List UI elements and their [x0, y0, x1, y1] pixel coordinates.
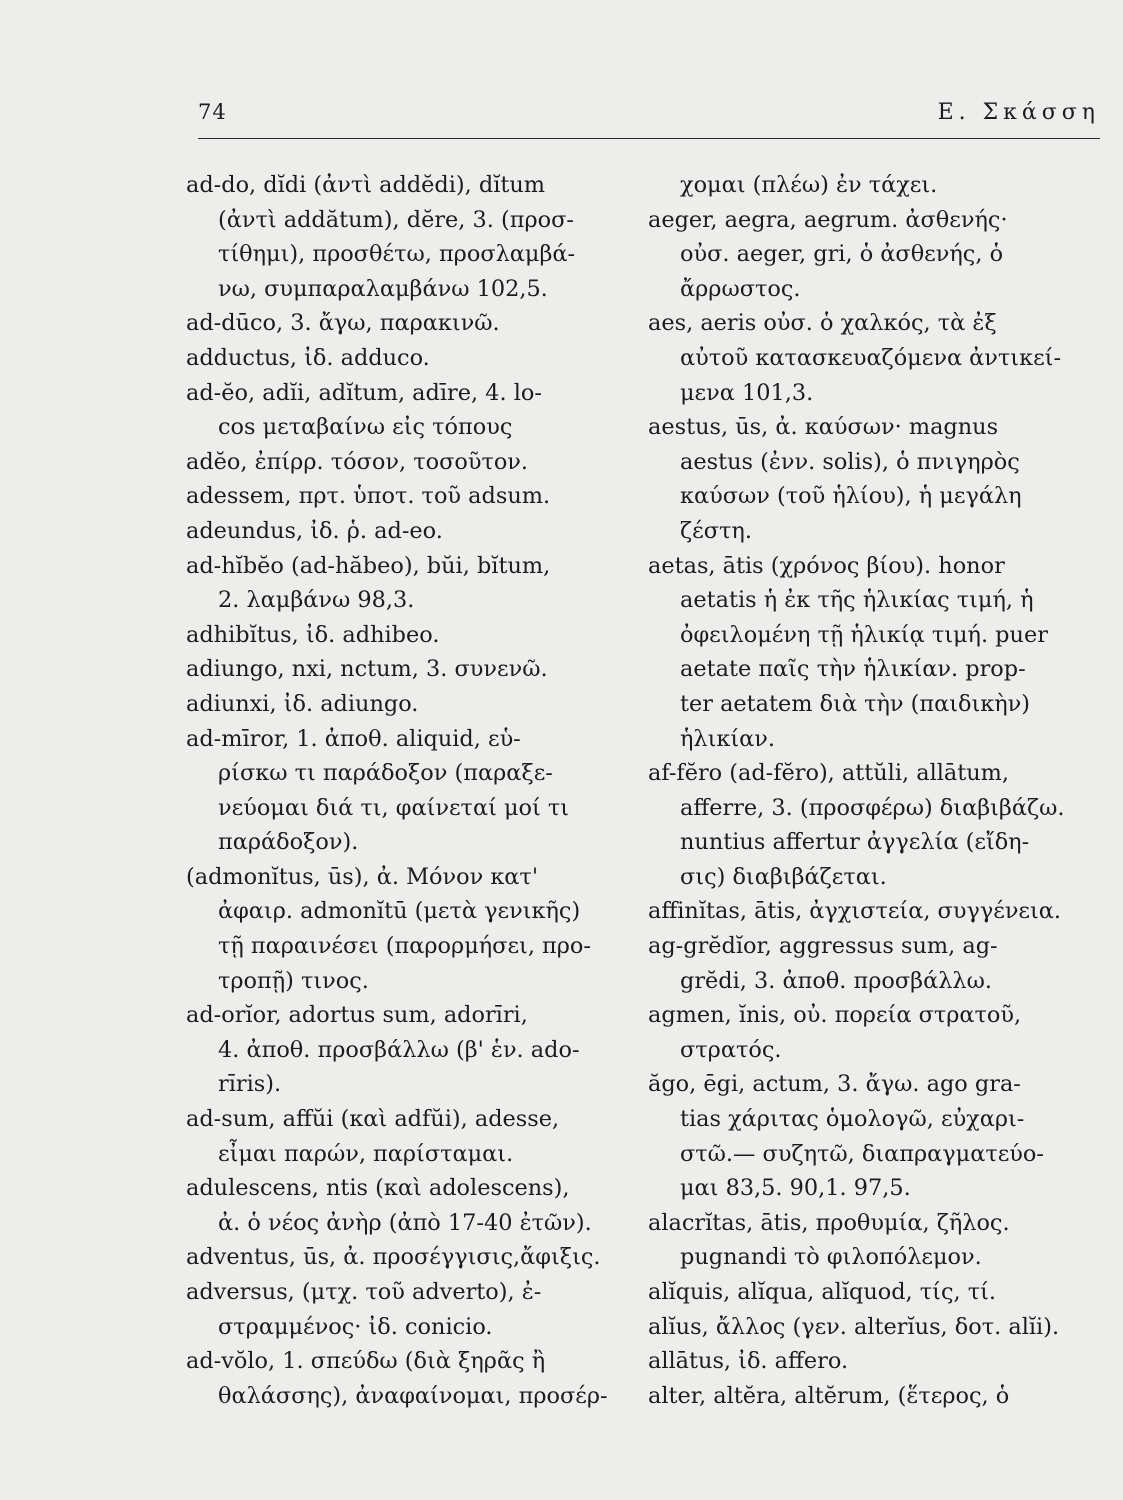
dictionary-line: ἀ. ὁ νέος ἀνὴρ (ἀπὸ 17-40 ἐτῶν).	[218, 1209, 592, 1236]
left-column	[186, 168, 616, 1413]
dictionary-line: cos μεταβαίνω εἰς τόπους	[218, 414, 513, 441]
dictionary-line: pugnandi τὸ φιλοπόλεμον.	[680, 1244, 982, 1271]
dictionary-line: adulescens, ntis (καὶ adolescens),	[186, 1175, 570, 1202]
dictionary-line: afferre, 3. (προσφέρω) διαβιβάζω.	[680, 794, 1065, 821]
header-rule	[198, 138, 1100, 139]
dictionary-line: ἄρρωστος.	[680, 275, 801, 302]
dictionary-line: (ἀντὶ addătum), dĕre, 3. (προσ-	[218, 206, 574, 233]
dictionary-line: aeger, aegra, aegrum. ἀσθενής·	[648, 206, 1008, 233]
page-header	[198, 100, 1100, 134]
dictionary-line: μαι 83,5. 90,1. 97,5.	[680, 1175, 911, 1202]
dictionary-line: αὐτοῦ κατασκευαζόμενα ἀντικεί-	[680, 344, 1062, 371]
dictionary-line: στραμμένος· ἰδ. conicio.	[218, 1313, 493, 1340]
dictionary-line: aestus, ūs, ἀ. καύσων· magnus	[648, 414, 999, 441]
dictionary-line: ad-sum, affŭi (καὶ adfŭi), adesse,	[186, 1106, 560, 1133]
dictionary-line: affinĭtas, ātis, ἀγχιστεία, συγγένεια.	[648, 898, 1062, 925]
dictionary-line: ag-grĕdĭor, aggressus sum, ag-	[648, 933, 998, 960]
dictionary-line: alter, altĕra, altĕrum, (ἕτερος, ὁ	[648, 1382, 1010, 1409]
dictionary-line: ad-vŏlo, 1. σπεύδω (διὰ ξηρᾶς ἢ	[186, 1348, 546, 1375]
dictionary-line: adventus, ūs, ἀ. προσέγγισις,ἄφιξις.	[186, 1244, 601, 1271]
dictionary-line: ὀφειλομένη τῇ ἡλικίᾳ τιμή. puer	[680, 621, 1048, 648]
dictionary-line: aestus (ἐνν. solis), ὁ πνιγηρὸς	[680, 448, 1020, 475]
dictionary-line: adductus, ἰδ. adduco.	[186, 344, 430, 371]
dictionary-line: tias χάριτας ὁμολογῶ, εὐχαρι-	[680, 1106, 1025, 1133]
dictionary-line: adhibĭtus, ἰδ. adhibeo.	[186, 621, 440, 648]
dictionary-line: θαλάσσης), ἀναφαίνομαι, προσέρ-	[218, 1382, 608, 1409]
dictionary-line: χομαι (πλέω) ἐν τάχει.	[680, 172, 938, 198]
dictionary-line: τίθημι), προσθέτω, προσλαμβά-	[218, 241, 576, 268]
page-number: 74	[198, 100, 227, 124]
dictionary-line: ăgo, ēgi, actum, 3. ἄγω. ago gra-	[648, 1071, 1021, 1098]
dictionary-line: παράδοξον).	[218, 829, 359, 856]
dictionary-line: ad-orĭor, adortus sum, adorīri,	[186, 1002, 528, 1029]
dictionary-line: adeundus, ἰδ. ῥ. ad-eo.	[186, 517, 443, 544]
dictionary-line: οὐσ. aeger, gri, ὁ ἀσθενής, ὁ	[680, 241, 1004, 268]
dictionary-line: ἀφαιρ. admonĭtū (μετὰ γενικῆς)	[218, 898, 581, 925]
dictionary-line: ad-dūco, 3. ἄγω, παρακινῶ.	[186, 310, 500, 337]
dictionary-line: allātus, ἰδ. affero.	[648, 1348, 849, 1375]
dictionary-line: καύσων (τοῦ ἡλίου), ἡ μεγάλη	[680, 483, 1022, 510]
dictionary-line: ad-ĕo, adĭi, adĭtum, adīre, 4. lo-	[186, 379, 542, 406]
right-column	[648, 168, 1103, 1413]
dictionary-line: adiunxi, ἰδ. adiungo.	[186, 690, 419, 717]
dictionary-line: aetate παῖς τὴν ἡλικίαν. prop-	[680, 656, 1026, 683]
dictionary-line: νω, συμπαραλαμβάνω 102,5.	[218, 275, 548, 302]
dictionary-line: adessem, πρτ. ὑποτ. τοῦ adsum.	[186, 483, 551, 510]
dictionary-line: (admonĭtus, ūs), ἀ. Μόνον κατ'	[186, 863, 538, 890]
dictionary-line: alacrĭtas, ātis, προθυμία, ζῆλος.	[648, 1209, 1010, 1236]
dictionary-line: ad-do, dĭdi (ἀντὶ addĕdi), dĭtum	[186, 172, 546, 198]
dictionary-line: 4. ἀποθ. προσβάλλω (β' ἑν. ado-	[218, 1036, 580, 1063]
dictionary-line: adiungo, nxi, nctum, 3. συνενῶ.	[186, 656, 548, 683]
dictionary-line: ad-hĭbĕo (ad-hăbeo), bŭi, bĭtum,	[186, 552, 551, 579]
dictionary-line: στρατός.	[680, 1036, 782, 1063]
dictionary-line: ζέστη.	[680, 517, 752, 544]
dictionary-line: aetas, ātis (χρόνος βίου). honor	[648, 552, 1005, 579]
dictionary-line: alĭus, ἄλλος (γεν. alterĭus, δοτ. alĭi).	[648, 1313, 1060, 1340]
dictionary-line: ρίσκω τι παράδοξον (παραξε-	[218, 760, 553, 787]
dictionary-line: τῇ παραινέσει (παρορμήσει, προ-	[218, 933, 591, 960]
dictionary-line: adversus, (μτχ. τοῦ adverto), ἐ-	[186, 1279, 542, 1305]
dictionary-line: 2. λαμβάνω 98,3.	[218, 587, 415, 614]
dictionary-line: ad-mīror, 1. ἀποθ. aliquid, εὑ-	[186, 725, 521, 752]
dictionary-line: μενα 101,3.	[680, 379, 814, 406]
dictionary-line: νεύομαι διά τι, φαίνεταί μοί τι	[218, 794, 570, 821]
dictionary-line: ἡλικίαν.	[680, 725, 776, 752]
dictionary-line: aetatis ἡ ἐκ τῆς ἡλικίας τιμή, ἡ	[680, 587, 1034, 614]
dictionary-line: ter aetatem διὰ τὴν (παιδικὴν)	[680, 690, 1031, 717]
dictionary-line: τροπῇ) τινος.	[218, 967, 369, 994]
dictionary-line: nuntius affertur ἀγγελία (εἴδη-	[680, 829, 1030, 856]
dictionary-line: στῶ.— συζητῶ, διαπραγματεύο-	[680, 1140, 1044, 1167]
dictionary-line: alĭquis, alĭqua, alĭquod, τίς, τί.	[648, 1279, 997, 1305]
dictionary-line: rīris).	[218, 1071, 282, 1098]
dictionary-line: grĕdi, 3. ἀποθ. προσβάλλω.	[680, 967, 992, 994]
dictionary-line: af-fĕro (ad-fĕro), attŭli, allātum,	[648, 760, 1010, 787]
dictionary-line: aes, aeris οὐσ. ὁ χαλκός, τὰ ἐξ	[648, 310, 997, 337]
dictionary-line: adĕo, ἐπίρρ. τόσον, τοσοῦτον.	[186, 448, 529, 475]
dictionary-line: σις) διαβιβάζεται.	[680, 863, 887, 890]
dictionary-line: agmen, ĭnis, οὐ. πορεία στρατοῦ,	[648, 1002, 1022, 1029]
running-head: Ε. Σκάσση	[937, 100, 1100, 125]
dictionary-line: εἶμαι παρών, παρίσταμαι.	[218, 1140, 514, 1167]
